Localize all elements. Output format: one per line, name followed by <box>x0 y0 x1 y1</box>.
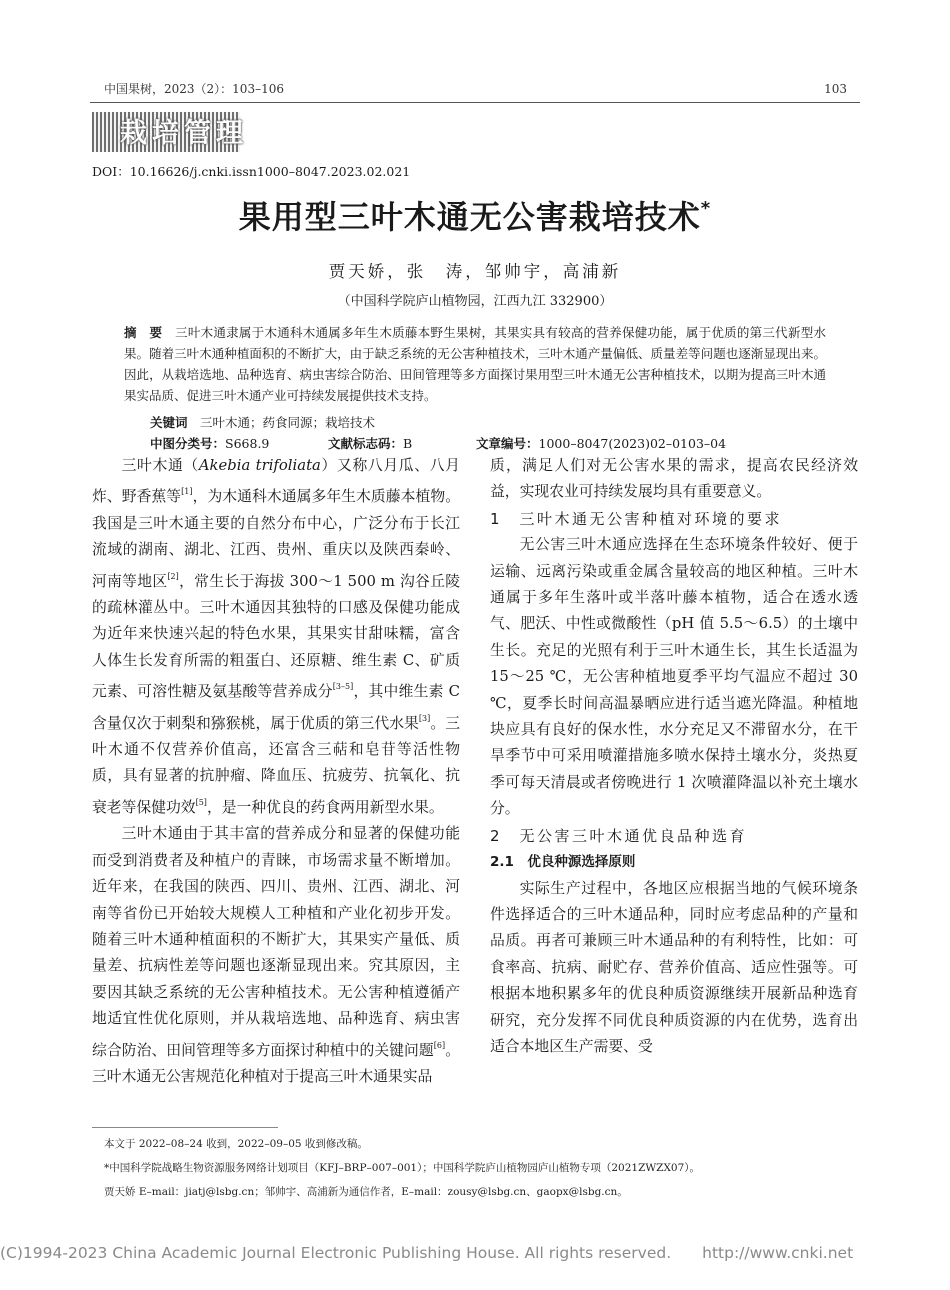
citation: [2] <box>167 571 179 581</box>
journal-citation: 中国果树，2023（2）：103–106 <box>104 82 284 96</box>
paragraph-variety-selection: 实际生产过程中，各地区应根据当地的气候环境条件选择适合的三叶木通品种，同时应考虑品种的产量和品质。再者可兼顾三叶木通品种的有利特性，比如：可食率高、抗病、耐贮存、营养价值高、适应性强等。可根据本地积累多年的优良种质资源继续开展新品种选育研究，充分发挥不同优良种质资源的内在优势，选育出适合本地区生产需要、受 <box>490 879 858 1055</box>
citation: [3] <box>418 713 431 723</box>
paragraph-demand: 三叶木通由于其丰富的营养成分和显著的保健功能而受到消费者及种植户的青睐，市场需求量不断增加。近年来，在我国的陕西、四川、贵州、江西、湖北、河南等省份已开始较大规模人工种植和产业化初步开发。随着三叶木通种植面积的不断扩大，其果实产量低、质量差、抗病性差等问题也逐渐显现出来。究其原因，主要因其缺乏系统的无公害种植技术。无公害种植遵循产地适宜性优化原则，并从栽培选地、品种选育、病虫害综合防治、田间管理等多方面探讨种植中的关键问题[6]。三叶木通无公害规范化种植对于提高三叶木通果实品 <box>92 825 460 1085</box>
keywords-text: 三叶木通；药食同源；栽培技术 <box>200 415 376 430</box>
footnote-rule <box>92 1127 278 1128</box>
affiliation: （中国科学院庐山植物园，江西九江 332900） <box>337 294 613 309</box>
body-column-right <box>490 453 858 1060</box>
section-heading-2: 2 无公害三叶木通优良品种选育 <box>490 826 748 845</box>
keywords-label: 关键词 <box>150 415 188 430</box>
abstract <box>124 322 826 406</box>
footnote-received: 本文于 2022–08–24 收到，2022–09–05 收到修改稿。 <box>104 1138 368 1150</box>
citation: [5] <box>195 797 207 807</box>
page-number: 103 <box>824 82 847 96</box>
document-code: 文献标志码：B <box>328 436 413 451</box>
article-title <box>0 192 950 238</box>
title-text: 果用型三叶木通无公害栽培技术 <box>238 198 701 236</box>
article-number: 文章编号：1000–8047(2023)02–0103–04 <box>476 436 727 451</box>
copyright-watermark: (C)1994-2023 China Academic Journal Electronic Publishing House. All rights reserved. http://www.cnki.net <box>0 1244 854 1262</box>
title-footnote-mark: * <box>700 198 712 219</box>
abstract-text: 三叶木通隶属于木通科木通属多年生木质藤本野生果树，其果实具有较高的营养保健功能，属于优质的第三代新型水果。随着三叶木通种植面积的不断扩大，由于缺乏系统的无公害种植技术，三叶木通产量偏低、质量差等问题也逐渐显现出来。因此，从栽培选地、品种选育、病虫害综合防治、田间管理等多方面探讨果用型三叶木通无公害种植技术，以期为提高三叶木通果实品质、促进三叶木通产业可持续发展提供技术支持。 <box>124 325 826 403</box>
paragraph-demand-continued: 质，满足人们对无公害水果的需求，提高农民经济效益，实现农业可持续发展均具有重要意义。 <box>490 457 858 501</box>
author-list: 贾天娇，张 涛，邹帅宇，高浦新 <box>328 262 622 281</box>
body-column-left <box>92 453 460 1090</box>
subsection-heading-2-1: 2.1 优良种源选择原则 <box>490 854 636 871</box>
footnote-contact: 贾天娇 E–mail：jiatj@lsbg.cn；邹帅宇、高浦新为通信作者，E–mail：zousy@lsbg.cn、gaopx@lsbg.cn。 <box>104 1186 628 1198</box>
clc-number: 中图分类号：S668.9 <box>150 436 270 451</box>
section-heading-1: 1 三叶木通无公害种植对环境的要求 <box>490 509 783 528</box>
abstract-label: 摘 要 <box>124 325 163 340</box>
header-rule <box>90 102 860 103</box>
keywords <box>150 413 375 431</box>
paragraph-intro: 三叶木通（Akebia trifoliata）又称八月瓜、八月炸、野香蕉等[1]，为木通科木通属多年生木质藤本植物。我国是三叶木通主要的自然分布中心，广泛分布于长江流域的湖南、湖北、江西、贵州、重庆以及陕西秦岭、河南等地区[2]，常生长于海拔 300～1 500 m 沟谷丘陵的疏林灌丛中。三叶木通因其独特的口感及保健功能成为近年来快速兴起的特色水果，其果实甘甜味糯，富含人体生长发育所需的粗蛋白、还原糖、维生素 C、矿质元素、可溶性糖及氨基酸等营养成分[3–5]，其中维生素 C 含量仅次于刺梨和猕猴桃，属于优质的第三代水果[3]。三叶木通不仅营养价值高，还富含三萜和皂苷等活性物质，具有显著的抗肿瘤、降血压、抗疲劳、抗氧化、抗衰老等保健功效[5]，是一种优良的药食两用新型水果。 <box>92 457 460 816</box>
latin-name: Akebia trifoliata <box>198 457 321 474</box>
doi: DOI：10.16626/j.cnki.issn1000–8047.2023.02.021 <box>92 164 411 179</box>
citation: [1] <box>181 487 193 497</box>
paragraph-environment: 无公害三叶木通应选择在生态环境条件较好、便于运输、远离污染或重金属含量较高的地区种植。三叶木通属于多年生落叶或半落叶藤本植物，适合在透水透气、肥沃、中性或微酸性（pH 值 5.5～6.5）的土壤中生长。充足的光照有利于三叶木通生长，其生长适温为 15～25 ℃，无公害种植地夏季平均气温应不超过 30 ℃，夏季长时间高温暴晒应进行适当遮光降温。种植地块应具有良好的保水性，水分充足又不滞留水分，在干旱季节中可采用喷灌措施多喷水保持土壤水分，炎热夏季可每天清晨或者傍晚进行 1 次喷灌降温以补充土壤水分。 <box>490 536 858 818</box>
citation: [6] <box>433 1040 446 1050</box>
citation: [3–5] <box>332 682 354 692</box>
footnote-funding: *中国科学院战略生物资源服务网络计划项目（KFJ–BRP–007–001）；中国科学院庐山植物园庐山植物专项（2021ZWZX07）。 <box>104 1162 701 1174</box>
section-name: 栽培管理 <box>120 118 248 149</box>
